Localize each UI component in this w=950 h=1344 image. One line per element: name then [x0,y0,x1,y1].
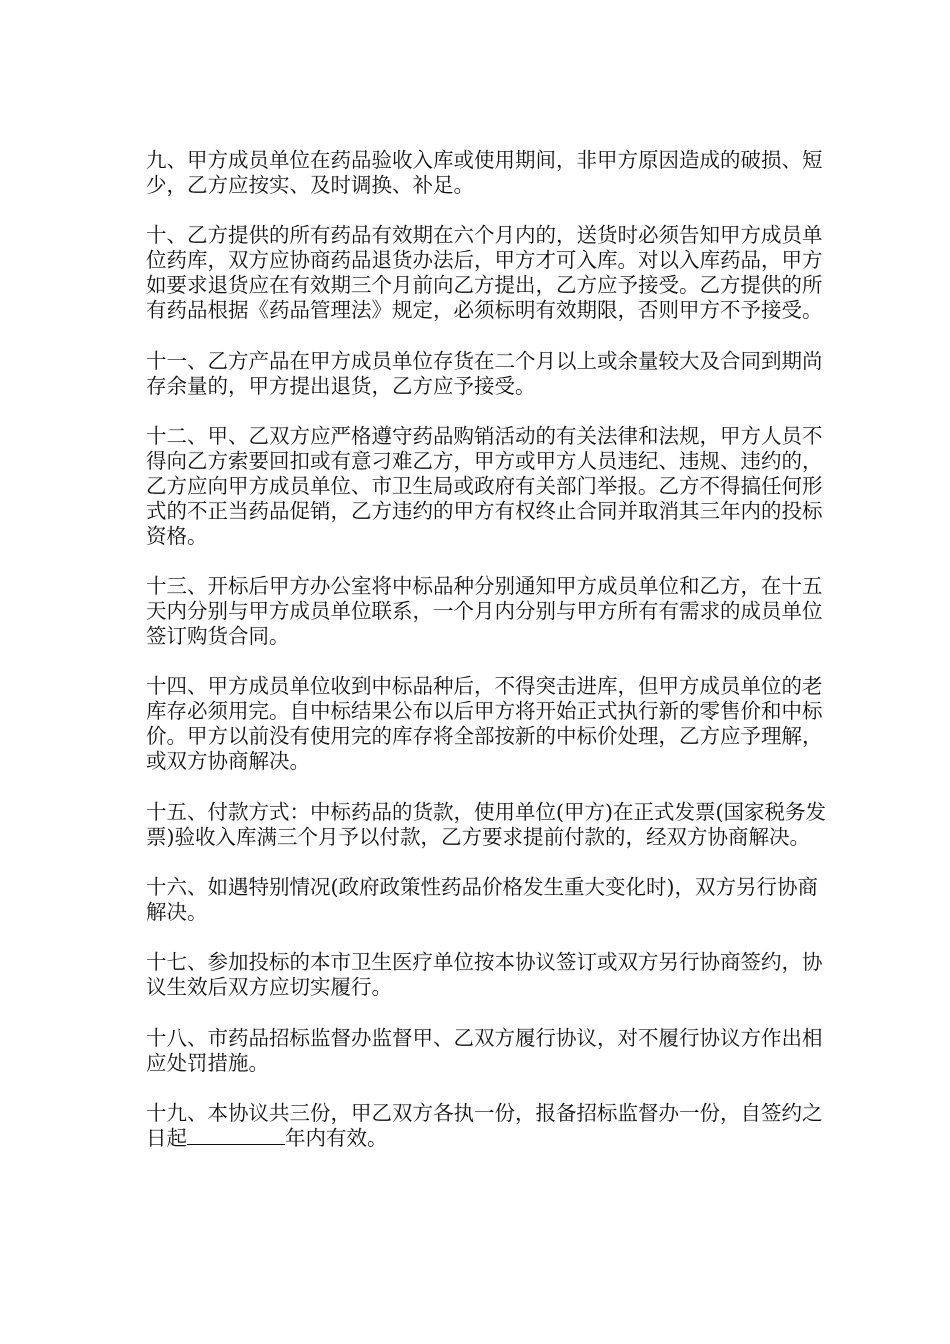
clause-17: 十七、参加投标的本市卫生医疗单位按本协议签订或双方另行协商签约，协议生效后双方应切实履行。 [146,950,823,1000]
clause-18: 十八、市药品招标监督办监督甲、乙双方履行协议，对不履行协议方作出相应处罚措施。 [146,1025,823,1075]
clause-16: 十六、如遇特别情况(政府政策性药品价格发生重大变化时)，双方另行协商解决。 [146,875,818,925]
clause-14: 十四、甲方成员单位收到中标品种后，不得突击进库，但甲方成员单位的老库存必须用完。自中标结果公布以后甲方将开始正式执行新的零售价和中标价。甲方以前没有使用完的库存将全部按新的中标价处理，乙方应予理解，或双方协商解决。 [146,674,823,774]
clause-11: 十一、乙方产品在甲方成员单位存货在二个月以上或余量较大及合同到期尚存余量的，甲方提出退货，乙方应予接受。 [146,348,823,398]
clause-19 [146,1101,826,1151]
clause-13: 十三、开标后甲方办公室将中标品种分别通知甲方成员单位和乙方，在十五天内分别与甲方成员单位联系，一个月内分别与甲方所有有需求的成员单位签订购货合同。 [146,574,823,649]
clause-9: 九、甲方成员单位在药品验收入库或使用期间，非甲方原因造成的破损、短少，乙方应按实、及时调换、补足。 [146,148,823,197]
clause-19-text: 十九、本协议共三份，甲乙双方各执一份，报备招标监督办一份，自签约之日起 [146,1100,823,1150]
clause-12: 十二、甲、乙双方应严格遵守药品购销活动的有关法律和法规，甲方人员不得向乙方索要回扣或有意刁难乙方，甲方或甲方人员违纪、违规、违约的，乙方应向甲方成员单位、市卫生局或政府有关部门举报。乙方不得搞任何形式的不正当药品促销，乙方违约的甲方有权终止合同并取消其三年内的投标资格。 [146,423,823,548]
validity-years-blank [187,1126,285,1145]
clause-19-suffix: 年内有效。 [285,1125,388,1150]
clause-15: 十五、付款方式：中标药品的货款，使用单位(甲方)在正式发票(国家税务发票)验收入库满三个月予以付款，乙方要求提前付款的，经双方协商解决。 [146,799,826,849]
clause-10: 十、乙方提供的所有药品有效期在六个月内的，送货时必须告知甲方成员单位药库，双方应协商药品退货办法后，甲方才可入库。对以入库药品，甲方如要求退货应在有效期三个月前向乙方提出，乙方应予接受。乙方提供的所有药品根据《药品管理法》规定，必须标明有效期限，否则甲方不予接受。 [146,223,823,323]
document-body [146,148,826,1176]
